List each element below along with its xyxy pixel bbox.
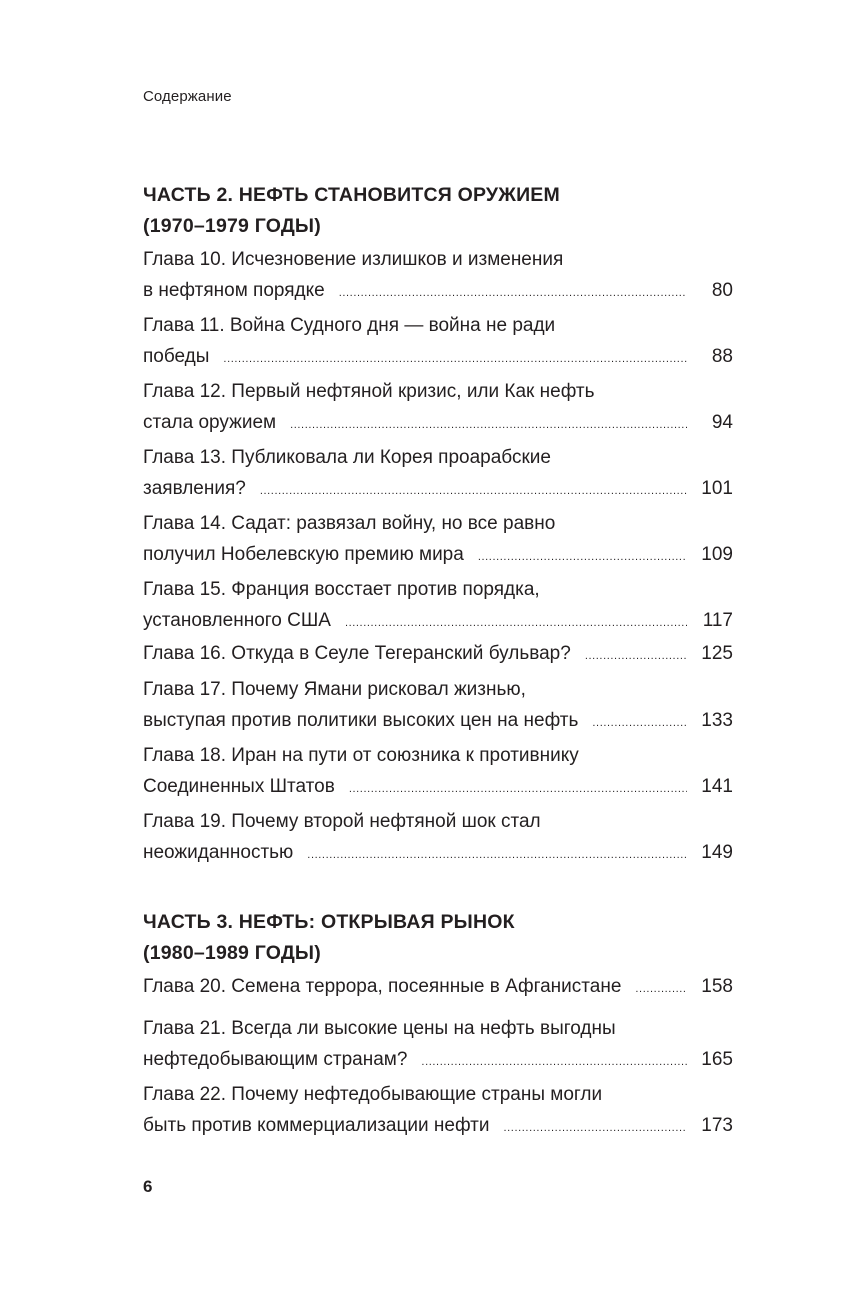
chapter-title-last-line [143,771,733,802]
toc-entry[interactable] [143,1013,733,1075]
toc-entry[interactable] [143,674,733,736]
toc-entry[interactable] [143,1079,733,1141]
chapter-title-line: стала оружием [143,412,277,433]
chapter-title-line: Глава 17. Почему Ямани рисковал жизнью, [143,679,526,700]
toc-entry[interactable] [143,310,733,372]
chapter-title-line: Глава 14. Садат: развязал войну, но все равно [143,513,556,534]
dot-leader [223,354,687,365]
chapter-title-line: получил Нобелевскую премию мира [143,544,464,565]
dot-leader [635,984,687,995]
chapter-page-number: 88 [711,346,733,367]
chapter-title-line: Глава 22. Почему нефтедобывающие страны могли [143,1084,603,1105]
chapter-title-line: Глава 21. Всегда ли высокие цены на нефть выгодны [143,1018,616,1039]
chapter-page-number: 133 [701,710,733,731]
chapter-page-number: 101 [701,478,733,499]
chapter-title-line: Глава 12. Первый нефтяной кризис, или Как нефть [143,381,595,402]
toc-entry[interactable] [143,806,733,868]
dot-leader [592,718,687,729]
chapter-page-number: 173 [701,1115,733,1136]
toc-entry[interactable] [143,442,733,504]
chapter-title-line: Глава 20. Семена террора, посеянные в Афганистане [143,976,622,997]
chapter-title-line: неожиданностью [143,842,294,863]
part-heading [143,907,733,969]
chapter-title-line: нефтедобывающим странам? [143,1049,408,1070]
chapter-title-last-line [143,539,733,570]
chapter-title-last-line [143,407,733,438]
part-years: (1980–1989 ГОДЫ) [143,942,321,964]
dot-leader [478,552,687,563]
chapter-title-line: установленного США [143,610,331,631]
chapter-title-line: Глава 19. Почему второй нефтяной шок стал [143,811,541,832]
chapter-title-last-line [143,971,733,1002]
dot-leader [307,850,687,861]
toc-entry[interactable] [143,508,733,570]
toc-entry[interactable] [143,740,733,802]
chapter-title-line: Глава 16. Откуда в Сеуле Тегеранский бульвар? [143,643,571,664]
part-heading [143,180,733,242]
chapter-title-last-line [143,341,733,372]
chapter-title-last-line [143,837,733,868]
chapter-title-last-line [143,275,733,306]
chapter-title-last-line [143,473,733,504]
chapter-title-line: быть против коммерциализации нефти [143,1115,490,1136]
chapter-page-number: 165 [701,1049,733,1070]
chapter-title-line: Глава 10. Исчезновение излишков и изменения [143,249,564,270]
chapter-page-number: 94 [711,412,733,433]
part-years: (1970–1979 ГОДЫ) [143,215,321,237]
dot-leader [503,1123,687,1134]
toc-entry[interactable] [143,574,733,636]
chapter-title-line: заявления? [143,478,246,499]
chapter-page-number: 117 [702,610,733,631]
chapter-title-line: Глава 15. Франция восстает против порядка, [143,579,540,600]
chapter-title-line: выступая против политики высоких цен на нефть [143,710,579,731]
chapter-title-line: Глава 11. Война Судного дня — война не ради [143,315,556,336]
chapter-title-last-line [143,1044,733,1075]
part-title: ЧАСТЬ 2. НЕФТЬ СТАНОВИТСЯ ОРУЖИЕМ [143,184,560,206]
chapter-page-number: 109 [701,544,733,565]
chapter-page-number: 158 [701,976,733,997]
chapter-title-line: Соединенных Штатов [143,776,335,797]
dot-leader [421,1057,687,1068]
toc-entry[interactable] [143,971,733,1002]
toc-entry[interactable] [143,376,733,438]
dot-leader [585,651,687,662]
dot-leader [260,486,687,497]
running-head: Содержание [143,88,232,105]
toc-entry[interactable] [143,244,733,306]
dot-leader [290,420,687,431]
part-title: ЧАСТЬ 3. НЕФТЬ: ОТКРЫВАЯ РЫНОК [143,911,515,933]
chapter-page-number: 149 [701,842,733,863]
chapter-title-line: Глава 18. Иран на пути от союзника к противнику [143,745,579,766]
chapter-page-number: 141 [701,776,733,797]
dot-leader [345,618,687,629]
chapter-title-line: победы [143,346,210,367]
chapter-title-line: в нефтяном порядке [143,280,325,301]
dot-leader [349,784,687,795]
chapter-title-line: Глава 13. Публиковала ли Корея проарабские [143,447,551,468]
chapter-title-last-line [143,638,733,669]
page-number: 6 [143,1177,153,1196]
toc-entry[interactable] [143,638,733,669]
chapter-title-last-line [143,605,733,636]
chapter-title-last-line [143,705,733,736]
dot-leader [339,288,687,299]
chapter-title-last-line [143,1110,733,1141]
chapter-page-number: 125 [701,643,733,664]
chapter-page-number: 80 [711,280,733,301]
